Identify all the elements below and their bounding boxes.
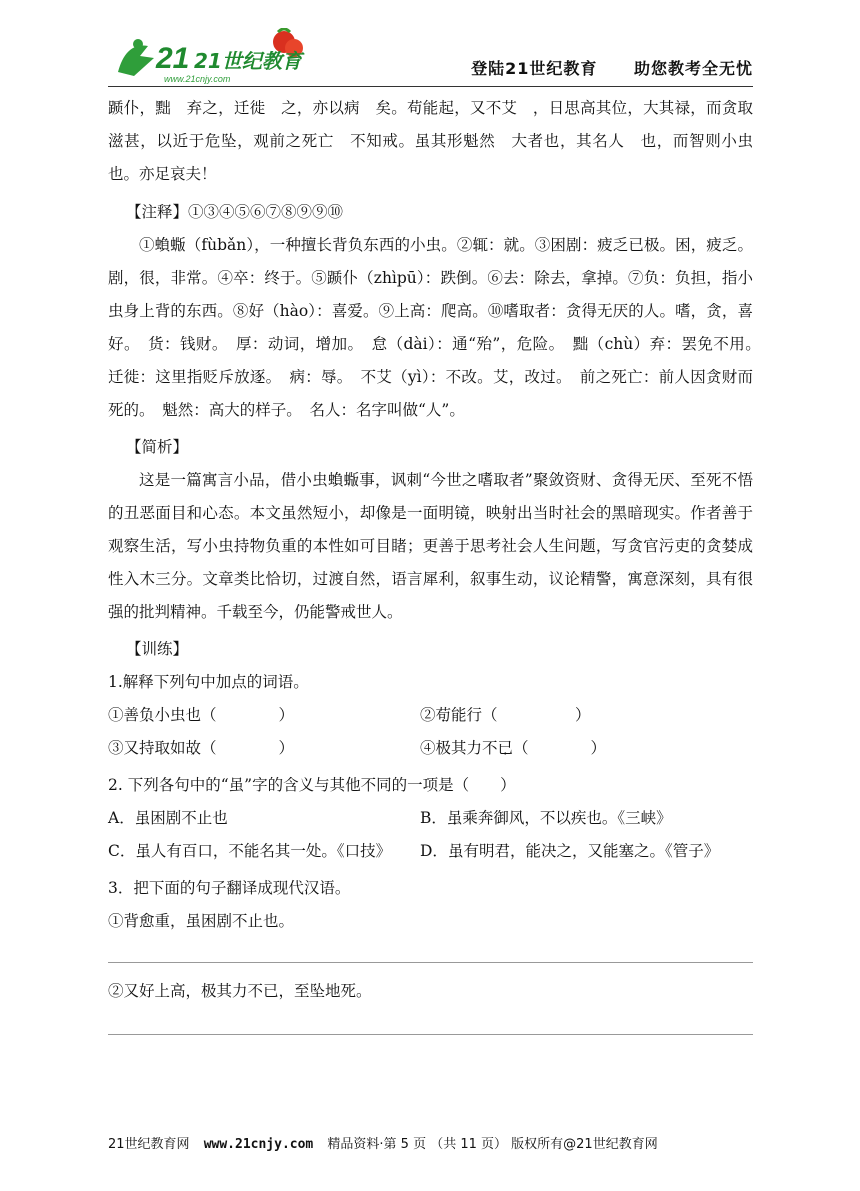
slogan-left: 登陆21世纪教育 xyxy=(471,59,598,78)
training-heading: 【训练】 xyxy=(126,640,189,658)
svg-text:21世纪教育: 21世纪教育 xyxy=(194,49,302,73)
question-1: 1.解释下列句中加点的词语。 xyxy=(108,673,309,691)
notes-text: ①蝜蝂（fùbǎn），一种擅长背负东西的小虫。②辄：就。③困剧：疲乏已极。困，疲乏。剧，很，非常。④卒：终于。⑤踬仆（zhìpū）：跌倒。⑥去：除去，拿掉。⑦负：负担，指小虫身上背的东西。⑧好（hào）：喜爱。⑨上高：爬高。⑩嗜取者：贪得无厌的人。嗜，贪，喜好。 货：钱财。 厚：动词，增加。 怠（dài）：通“殆”，危险。 黜（chù）弃：罢免不用。 迁徙：这里指贬斥放逐。 病：辱。 不艾（yì）：不改。艾，改过。 前之死亡：前人因贪财而死的。 魁然：高大的样子。 名人：名字叫做“人”。 xyxy=(108,236,769,419)
answer-line-2 xyxy=(108,1034,753,1035)
question-2-row-1 xyxy=(108,802,753,835)
header-rule xyxy=(108,86,753,87)
footer-info: 精品资料·第 5 页 （共 11 页） 版权所有@21世纪教育网 xyxy=(327,1137,658,1152)
q2-option-c: C．虽人有百口，不能名其一处。《口技》 xyxy=(108,842,392,860)
answer-line-1 xyxy=(108,962,753,963)
question-1-row-1 xyxy=(108,699,753,732)
notes-heading: 【注释】①③④⑤⑥⑦⑧⑨⑨⑩ xyxy=(126,203,344,221)
q2-option-b: B．虽乘奔御风，不以疾也。《三峡》 xyxy=(420,809,672,827)
q2-option-d: D．虽有明君，能决之，又能塞之。《管子》 xyxy=(420,842,720,860)
site-logo xyxy=(108,28,308,86)
slogan-right: 助您教考全无忧 xyxy=(633,59,753,78)
question-2: 2. 下列各句中的“虽”字的含义与其他不同的一项是（ ） xyxy=(108,776,516,794)
question-1-row-2 xyxy=(108,732,753,765)
question-2-row-2 xyxy=(108,835,753,868)
header-slogan xyxy=(441,56,753,79)
q1-item-d: ④极其力不已（ ） xyxy=(420,739,607,757)
paragraph-1: 踬仆，黜 弃之，迁徙 之，亦以病 矣。苟能起，又不艾 ，日思高其位，大其禄，而贪取滋甚，以近于危坠，观前之死亡 不知戒。虽其形魁然 大者也，其名人 也，而智则小虫也。亦足哀夫！ xyxy=(108,99,753,183)
question-3-sentence-2: ②又好上高，极其力不已，至坠地死。 xyxy=(108,982,372,1000)
page-header xyxy=(108,28,753,88)
q1-item-c: ③又持取如故（ ） xyxy=(108,739,295,757)
question-3: 3．把下面的句子翻译成现代汉语。 xyxy=(108,879,351,897)
footer-url: www.21cnjy.com xyxy=(203,1137,314,1152)
analysis-text: 这是一篇寓言小品，借小虫蝜蝂事，讽刺“今世之嗜取者”聚敛资财、贪得无厌、至死不悟的丑恶面目和心态。本文虽然短小，却像是一面明镜，映射出当时社会的黑暗现实。作者善于观察生活，写小虫持物负重的本性如可目睹；更善于思考社会人生问题，写贪官污吏的贪婪成性入木三分。文章类比恰切，过渡自然，语言犀利，叙事生动，议论精警，寓意深刻，具有很强的批判精神。千载至今，仍能警戒世人。 xyxy=(108,471,753,621)
q1-item-b: ②苟能行（ ） xyxy=(420,706,591,724)
svg-text:21: 21 xyxy=(156,42,190,75)
page-footer xyxy=(108,1133,753,1152)
analysis-heading: 【简析】 xyxy=(126,438,189,456)
question-3-sentence-1: ①背愈重，虽困剧不止也。 xyxy=(108,912,295,930)
q1-item-a: ①善负小虫也（ ） xyxy=(108,706,295,724)
footer-site: 21世纪教育网 xyxy=(108,1137,190,1152)
q2-option-a: A．虽困剧不止也 xyxy=(108,809,228,827)
svg-text:www.21cnjy.com: www.21cnjy.com xyxy=(164,74,231,84)
document-body xyxy=(108,92,769,1035)
